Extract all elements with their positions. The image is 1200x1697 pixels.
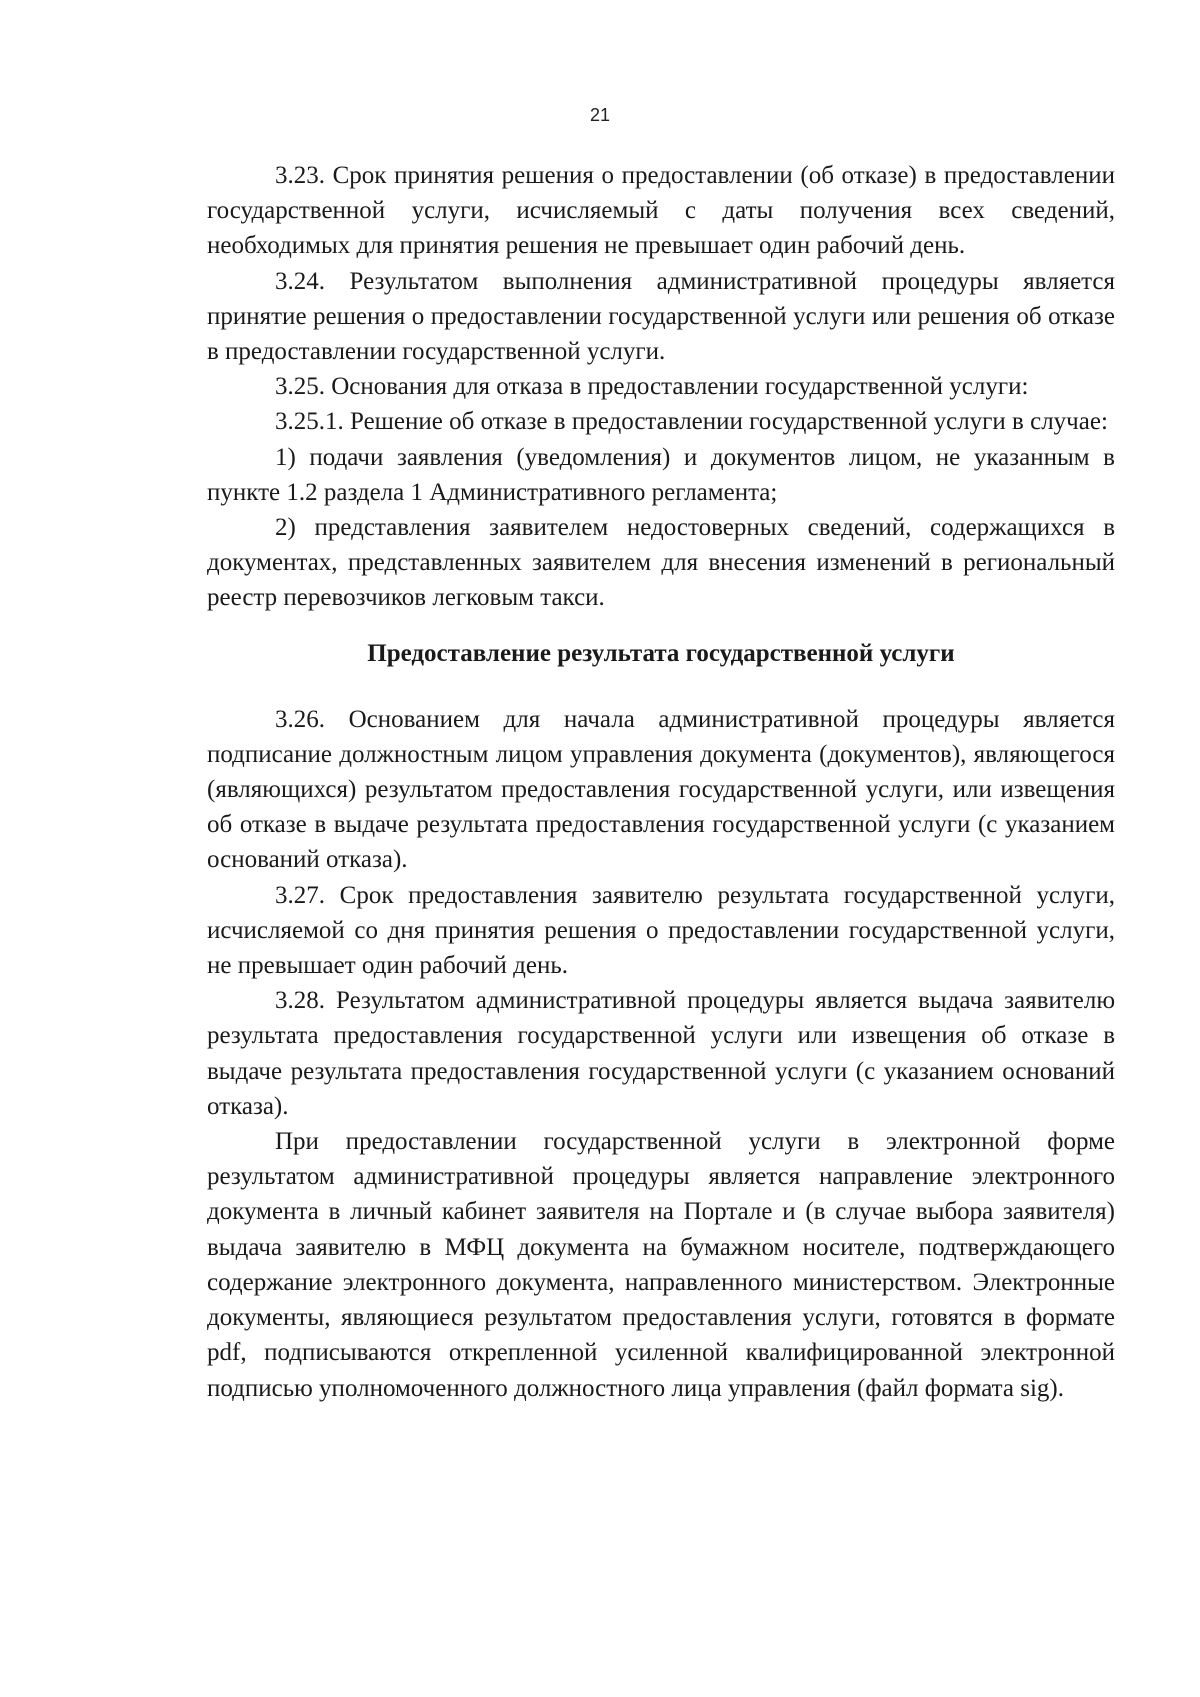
paragraph-3-26: 3.26. Основанием для начала административной процедуры является подписание должностным лицом управления документа (документов), являющегося (являющихся) результатом предоставления государственной услуги, или извещения об отказе в выдаче результата предоставления государственной услуги (с указанием оснований отказа).: [207, 705, 1115, 874]
paragraph-3-27: 3.27. Срок предоставления заявителю результата государственной услуги, исчисляемой со дня принятия решения о предоставлении государственной услуги, не превышает один рабочий день.: [207, 881, 1115, 980]
list-item-2: 2) представления заявителем недостоверных сведений, содержащихся в документах, представленных заявителем для внесения изменений в региональный реестр перевозчиков легковым такси.: [207, 514, 1115, 612]
document-body: [207, 158, 1115, 1406]
paragraph-3-25: 3.25. Основания для отказа в предоставлении государственной услуги:: [275, 373, 1029, 401]
paragraph-3-28: 3.28. Результатом административной процедуры является выдача заявителю результата предоставления государственной услуги или извещения об отказе в выдаче результата предоставления государственной услуги (с указанием оснований отказа).: [207, 987, 1115, 1120]
paragraph-electronic-form: При предоставлении государственной услуги в электронной форме результатом административной процедуры является направление электронного документа в личный кабинет заявителя на Портале и (в случае выбора заявителя) выдача заявителю в МФЦ документа на бумажном носителе, подтверждающего содержание электронного документа, направленного министерством. Электронные документы, являющиеся результатом предоставления услуги, готовятся в формате pdf, подписываются открепленной усиленной квалифицированной электронной подписью уполномоченного должностного лица управления (файл формата sig).: [207, 1128, 1115, 1402]
paragraph-3-25-1: 3.25.1. Решение об отказе в предоставлении государственной услуги в случае:: [275, 408, 1108, 436]
list-item-1: 1) подачи заявления (уведомления) и документов лицом, не указанным в пункте 1.2 раздела 1 Административного регламента;: [207, 443, 1115, 506]
paragraph-3-23: 3.23. Срок принятия решения о предоставлении (об отказе) в предоставлении государственной услуги, исчисляемый с даты получения всех сведений, необходимых для принятия решения не превышает один рабочий день.: [207, 162, 1115, 260]
page-number: 21: [589, 105, 611, 125]
section-heading: Предоставление результата государственной услуги: [367, 639, 955, 667]
paragraph-3-24: 3.24. Результатом выполнения административной процедуры является принятие решения о предоставлении государственной услуги или решения об отказе в предоставлении государственной услуги.: [207, 267, 1115, 366]
